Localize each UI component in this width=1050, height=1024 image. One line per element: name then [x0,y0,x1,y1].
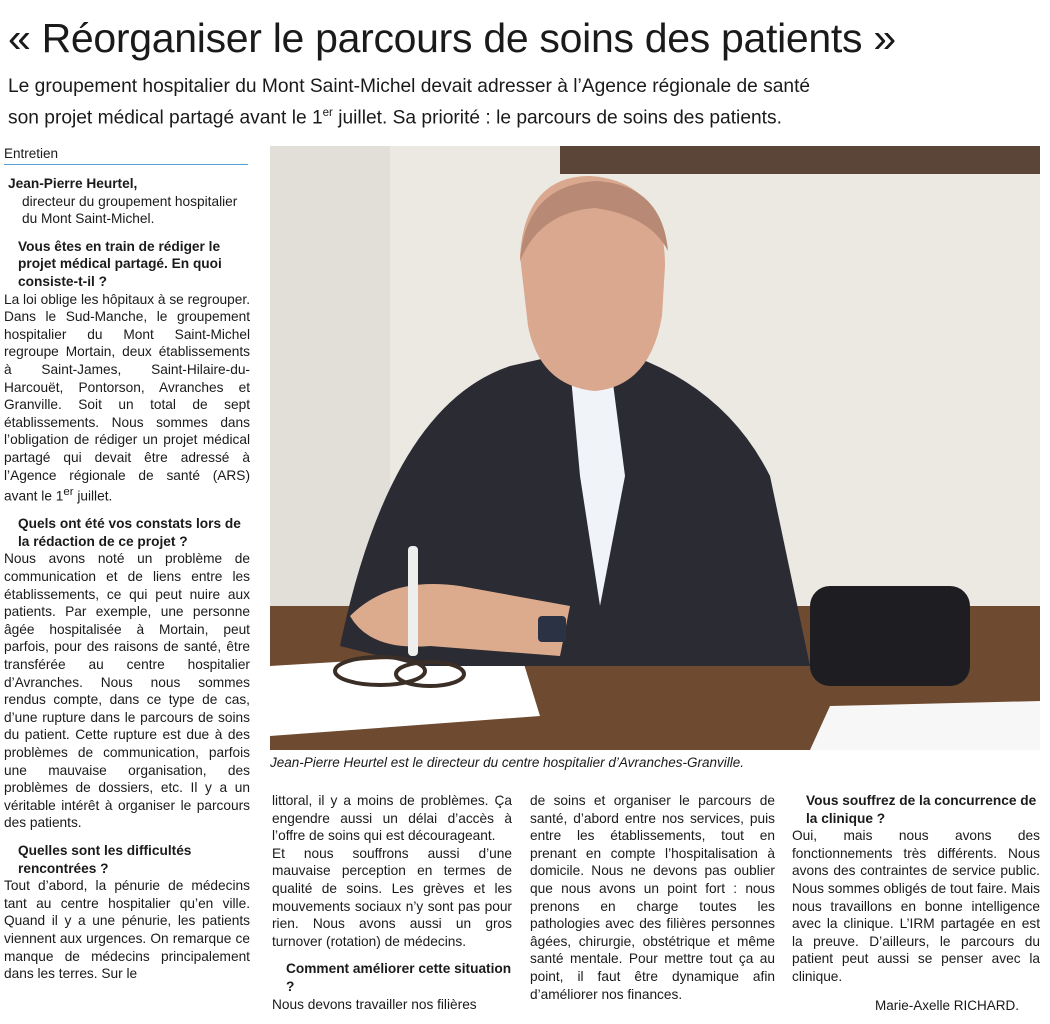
answer-2: Nous avons noté un problème de communication et de liens entre les établissements, ce qui peut nuire aux patients. Par exemple, une personne âgée hospitalisée à Mortain, peut parfois, pour des raisons de santé, être transférée au centre hospitalier d’Avranches. Nous nous sommes rendus compte, dans ce type de cas, d’une rupture dans le parcours de soins du patient. Cette rupture est due à des problèmes de communication, parfois une mauvaise organisation, des problèmes de dossiers, etc. Il y a un véritable intérêt à organiser le parcours des patients. [4,551,250,831]
answer-3-start: Tout d’abord, la pénurie de médecins tant au centre hospitalier qu’en ville. Quand il y a une pénurie, les patients viennent aux urgences. On remarque ce manque de médecins principalement dans les terres. Sur le [4,878,250,982]
interviewee-name: Jean-Pierre Heurtel, [8,176,138,191]
rubric-label: Entretien [4,146,248,165]
standfirst [8,74,1038,131]
headline: « Réorganiser le parcours de soins des patients » [8,15,896,61]
question-4: Comment améliorer cette situation ? [286,961,512,994]
question-5: Vous souffrez de la concurrence de la clinique ? [806,793,1037,826]
question-3: Quelles sont les difficultés rencontrées ? [18,842,192,876]
question-1: Vous êtes en train de rédiger le projet médical partagé. En quoi consiste-t-il ? [18,238,222,289]
question-2: Quels ont été vos constats lors de la rédaction de ce projet ? [18,516,241,549]
portrait-photo [270,146,1040,750]
standfirst-line-2: son projet médical partagé avant le 1er juillet. Sa priorité : le parcours de soins des patients. [8,107,782,129]
photo-caption: Jean-Pierre Heurtel est le directeur du centre hospitalier d’Avranches-Granville. [270,755,744,770]
answer-3-end: littoral, il y a moins de problèmes. Ça engendre aussi un délai d’accès à l’offre de soins qui est décourageant. [272,793,512,844]
interviewee-role: directeur du groupement hospitalier du Mont Saint-Michel. [22,193,238,227]
answer-4-continued: de soins et organiser le parcours de santé, d’abord entre nos services, puis entre les établissements, tout en prenant en compte l’hospitalisation à domicile. Nous ne devons pas oublier que nous avons un point fort : nous prenons en charge toutes les pathologies avec des filières personnes âgées, chirurgie, obstétrique et même santé mentale. Pour mettre tout ça au point, il faut être dynamique afin d’améliorer nos finances. [530,793,775,1002]
answer-5: Oui, mais nous avons des fonctionnements très différents. Nous avons des contraintes de service public. Nous sommes obligés de tout faire. Mais nous travaillons en bonne intelligence avec la clinique. L’IRM partagée en est la preuve. D’ailleurs, le parcours du patient peut aussi se penser avec la clinique. [792,828,1040,984]
article-column-2 [272,792,512,1013]
answer-3-continued: Et nous souffrons aussi d’une mauvaise perception en termes de qualité de soins. Les grèves et les mouvements sociaux n’y sont pas pour rien. Nous avons aussi un gros turnover (rotation) de médecins. [272,845,512,949]
author-signature: Marie-Axelle RICHARD. [875,998,1020,1013]
article-column-4 [792,792,1040,986]
answer-1: La loi oblige les hôpitaux à se regrouper. Dans le Sud-Manche, le groupement hospitalier du Mont Saint-Michel regroupe Mortain, deux établissements à Saint-James, Saint-Hilaire-du-Harcouët, Pontorson, Avranches et Granville. Soit un total de sept établissements. Nous sommes dans l’obligation de rédiger un projet médical partagé qui devait être adressé à l’Agence régionale de santé (ARS) avant le 1er juillet. [4,291,250,504]
article-column-3 [530,792,775,1003]
article-column-1 [4,175,250,983]
standfirst-line-1: Le groupement hospitalier du Mont Saint-Michel devait adresser à l’Agence régionale de santé [8,76,811,97]
answer-4-start: Nous devons travailler nos filières [272,996,477,1012]
